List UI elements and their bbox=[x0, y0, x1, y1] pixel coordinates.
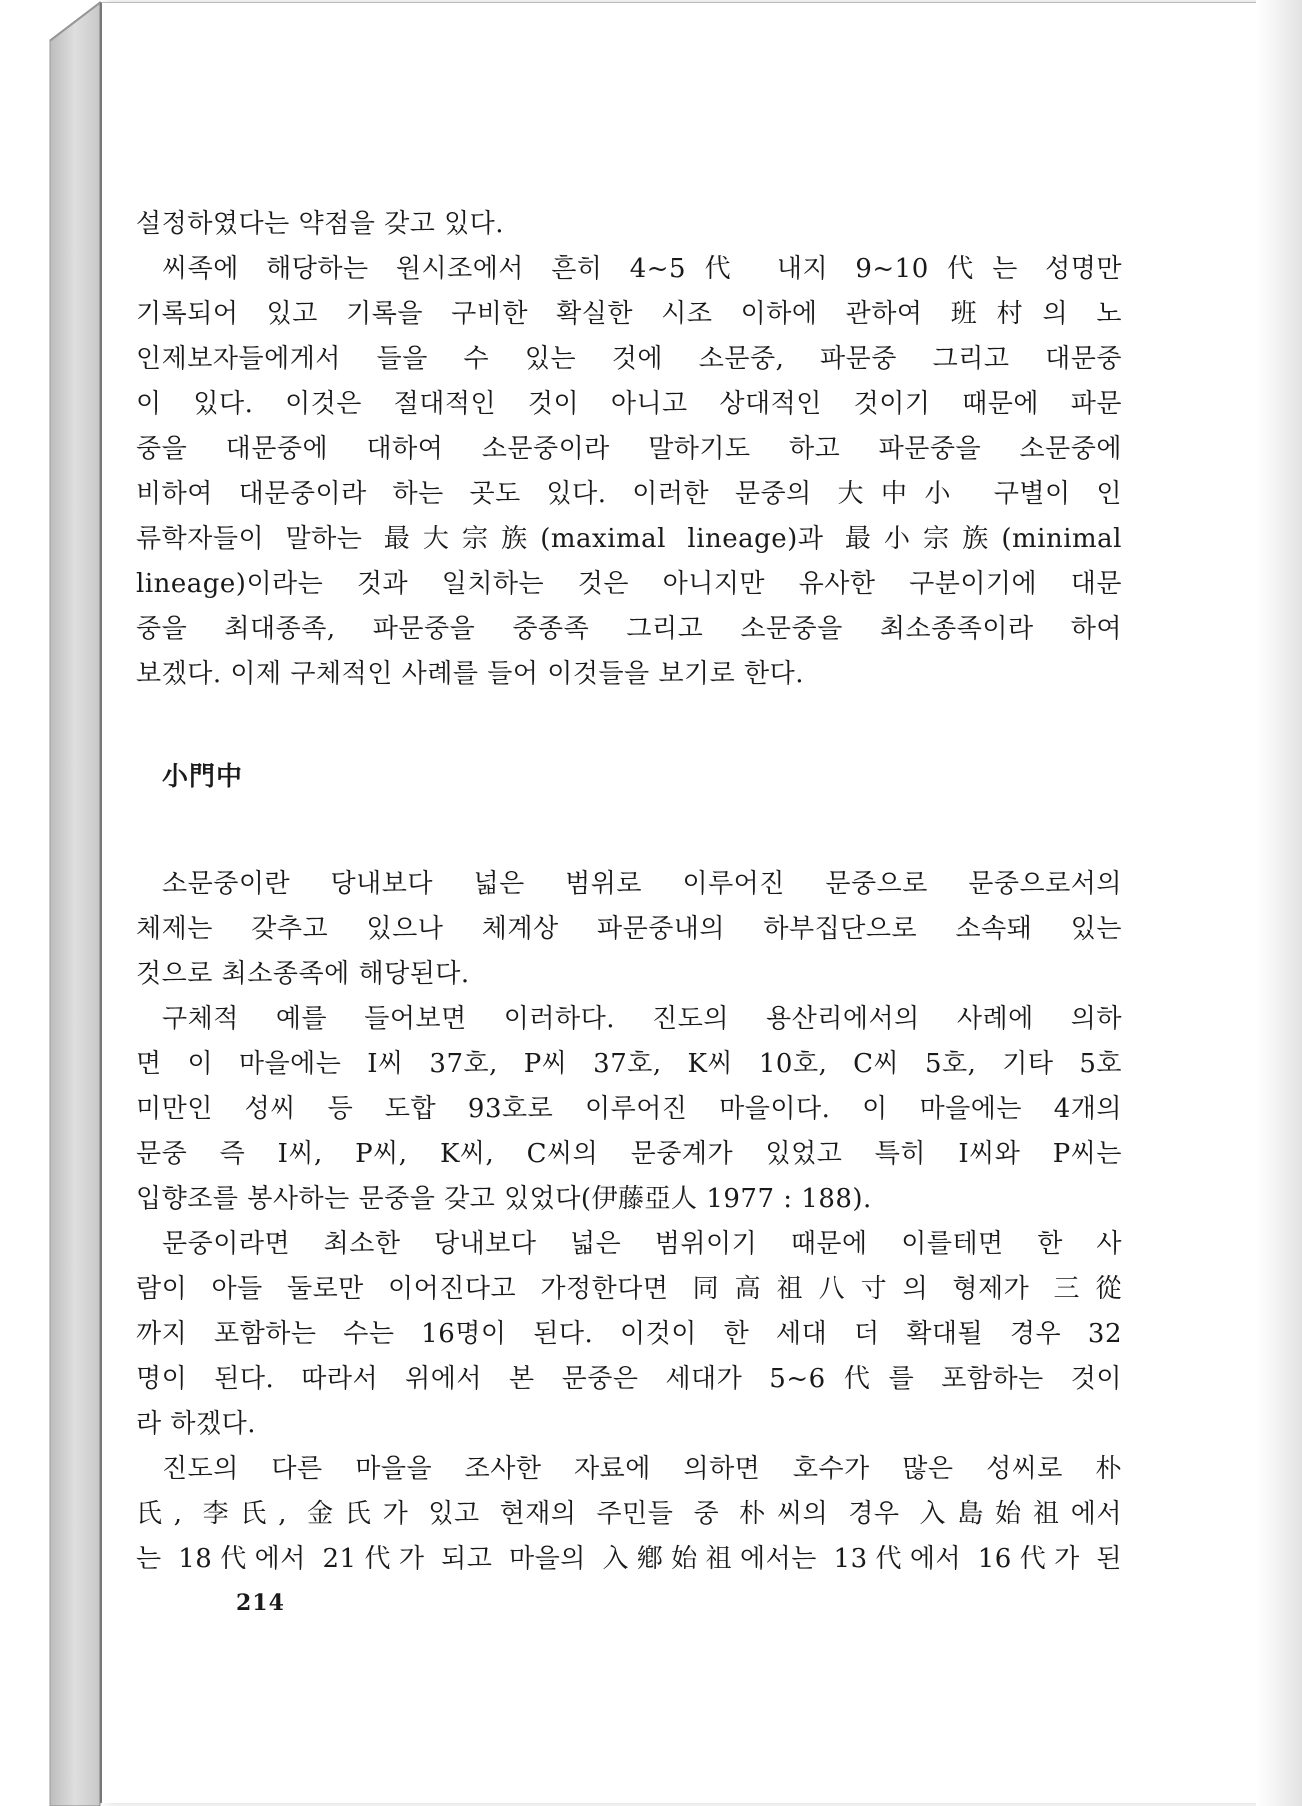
text-line: 까지 포함하는 수는 16명이 된다. 이것이 한 세대 더 확대될 경우 32 bbox=[136, 1319, 1122, 1349]
text-line: 라 하겠다. bbox=[136, 1409, 256, 1439]
text-line: 문중이라면 최소한 당내보다 넓은 범위이기 때문에 이를테면 한 사 bbox=[162, 1229, 1122, 1259]
text-line: 이 있다. 이것은 절대적인 것이 아니고 상대적인 것이기 때문에 파문 bbox=[136, 389, 1122, 419]
text-line: 기록되어 있고 기록을 구비한 확실한 시조 이하에 관하여 班村의 노 bbox=[136, 299, 1122, 329]
text-line: 씨족에 해당하는 원시조에서 흔히 4~5代 내지 9~10代는 성명만 bbox=[162, 254, 1122, 284]
page-number: 214 bbox=[236, 1590, 285, 1616]
section-heading: 小門中 bbox=[162, 762, 244, 792]
text-line: 비하여 대문중이라 하는 곳도 있다. 이러한 문중의 大中小 구별이 인 bbox=[136, 479, 1122, 509]
book-spine bbox=[0, 0, 102, 1806]
text-line: lineage)이라는 것과 일치하는 것은 아니지만 유사한 구분이기에 대문 bbox=[136, 569, 1122, 599]
text-line: 것으로 최소종족에 해당된다. bbox=[136, 959, 470, 989]
text-line: 명이 된다. 따라서 위에서 본 문중은 세대가 5~6代를 포함하는 것이 bbox=[136, 1364, 1122, 1394]
text-line: 면 이 마을에는 I씨 37호, P씨 37호, K씨 10호, C씨 5호, 기타 5호 bbox=[136, 1049, 1122, 1079]
text-line: 문중 즉 I씨, P씨, K씨, C씨의 문중계가 있었고 특히 I씨와 P씨는 bbox=[136, 1139, 1122, 1169]
text-line: 보겠다. 이제 구체적인 사례를 들어 이것들을 보기로 한다. bbox=[136, 659, 805, 689]
text-line: 인제보자들에게서 들을 수 있는 것에 소문중, 파문중 그리고 대문중 bbox=[136, 344, 1122, 374]
text-line: 氏, 李氏, 金氏가 있고 현재의 주민들 중 朴씨의 경우 入島始祖에서 bbox=[136, 1499, 1122, 1529]
text-line: 미만인 성씨 등 도합 93호로 이루어진 마을이다. 이 마을에는 4개의 bbox=[136, 1094, 1122, 1124]
text-line: 설정하였다는 약점을 갖고 있다. bbox=[136, 209, 505, 239]
text-line: 람이 아들 둘로만 이어진다고 가정한다면 同高祖八寸의 형제가 三從 bbox=[136, 1274, 1122, 1304]
text-line: 소문중이란 당내보다 넓은 범위로 이루어진 문중으로 문중으로서의 bbox=[162, 869, 1122, 899]
text-line: 진도의 다른 마을을 조사한 자료에 의하면 호수가 많은 성씨로 朴 bbox=[162, 1454, 1122, 1484]
text-line: 류학자들이 말하는 最大宗族(maximal lineage)과 最小宗族(minimal bbox=[136, 524, 1122, 554]
body-text bbox=[136, 202, 1122, 1582]
text-line: 체제는 갖추고 있으나 체계상 파문중내의 하부집단으로 소속돼 있는 bbox=[136, 914, 1122, 944]
text-line: 중을 대문중에 대하여 소문중이라 말하기도 하고 파문중을 소문중에 bbox=[136, 434, 1122, 464]
page-edge-shadow bbox=[1256, 0, 1302, 1806]
text-line: 는 18代에서 21代가 되고 마을의 入鄕始祖에서는 13代에서 16代가 된 bbox=[136, 1544, 1122, 1574]
text-line: 중을 최대종족, 파문중을 중종족 그리고 소문중을 최소종족이라 하여 bbox=[136, 614, 1122, 644]
text-line: 입향조를 봉사하는 문중을 갖고 있었다(伊藤亞人 1977 : 188). bbox=[136, 1184, 872, 1214]
text-line: 구체적 예를 들어보면 이러하다. 진도의 용산리에서의 사례에 의하 bbox=[162, 1004, 1122, 1034]
